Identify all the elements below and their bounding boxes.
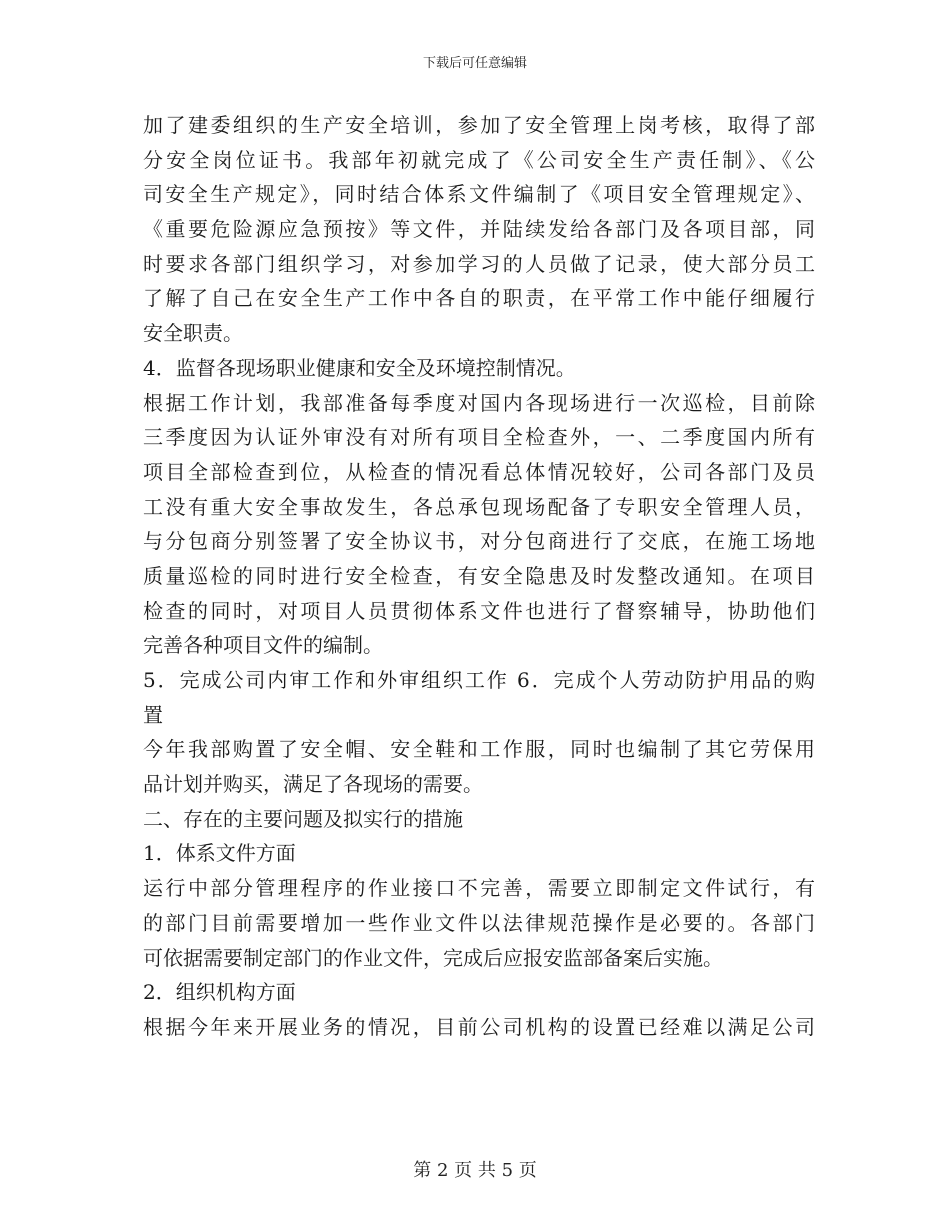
text-line: 置 xyxy=(143,702,163,727)
text-line: 1．体系文件方面 xyxy=(143,841,296,866)
text-line: 根据工作计划，我部准备每季度对国内各现场进行一次巡检，目前除 xyxy=(143,390,815,415)
page-footer: 第 2 页 共 5 页 xyxy=(413,1160,537,1181)
text-line: 可依据需要制定部门的作业文件，完成后应报安监部备案后实施。 xyxy=(143,945,723,970)
text-line: 品计划并购买，满足了各现场的需要。 xyxy=(143,772,483,797)
text-line: 了解了自己在安全生产工作中各自的职责，在平常工作中能仔细履行 xyxy=(143,286,815,311)
text-line: 工没有重大安全事故发生，各总承包现场配备了专职安全管理人员， xyxy=(143,494,815,519)
text-line: 完善各种项目文件的编制。 xyxy=(143,633,383,658)
document-body xyxy=(143,108,815,1045)
text-line: 加了建委组织的生产安全培训，参加了安全管理上岗考核，取得了部 xyxy=(143,113,815,137)
text-line: 今年我部购置了安全帽、安全鞋和工作服，同时也编制了其它劳保用 xyxy=(143,737,815,762)
text-line: 司安全生产规定》，同时结合体系文件编制了《项目安全管理规定》、 xyxy=(143,182,815,207)
text-line: 根据今年来开展业务的情况，目前公司机构的设置已经难以满足公司 xyxy=(143,1014,815,1039)
text-line: 检查的同时，对项目人员贯彻体系文件也进行了督察辅导，协助他们 xyxy=(143,598,815,623)
text-line: 质量巡检的同时进行安全检查，有安全隐患及时发整改通知。在项目 xyxy=(143,563,815,588)
text-line: 分安全岗位证书。我部年初就完成了《公司安全生产责任制》、《公 xyxy=(143,147,815,172)
text-line: 时要求各部门组织学习，对参加学习的人员做了记录，使大部分员工 xyxy=(143,251,815,276)
text-line: 5．完成公司内审工作和外审组织工作 6．完成个人劳动防护用品的购 xyxy=(143,668,815,692)
text-line: 安全职责。 xyxy=(143,321,243,346)
page-header: 下载后可任意编辑 xyxy=(422,56,527,71)
text-line: 运行中部分管理程序的作业接口不完善，需要立即制定文件试行，有 xyxy=(143,876,815,901)
text-line: 的部门目前需要增加一些作业文件以法律规范操作是必要的。各部门 xyxy=(143,910,815,935)
text-line: 项目全部检查到位，从检查的情况看总体情况较好，公司各部门及员 xyxy=(143,459,815,484)
text-line: 与分包商分别签署了安全协议书，对分包商进行了交底，在施工场地 xyxy=(143,529,815,554)
text-line: 《重要危险源应急预按》等文件，并陆续发给各部门及各项目部，同 xyxy=(143,217,815,242)
text-line: 三季度因为认证外审没有对所有项目全检查外，一、二季度国内所有 xyxy=(143,425,815,450)
text-line: 二、存在的主要问题及拟实行的措施 xyxy=(143,806,463,831)
text-line: 2．组织机构方面 xyxy=(143,980,296,1005)
text-line: 4．监督各现场职业健康和安全及环境控制情况。 xyxy=(143,355,576,380)
